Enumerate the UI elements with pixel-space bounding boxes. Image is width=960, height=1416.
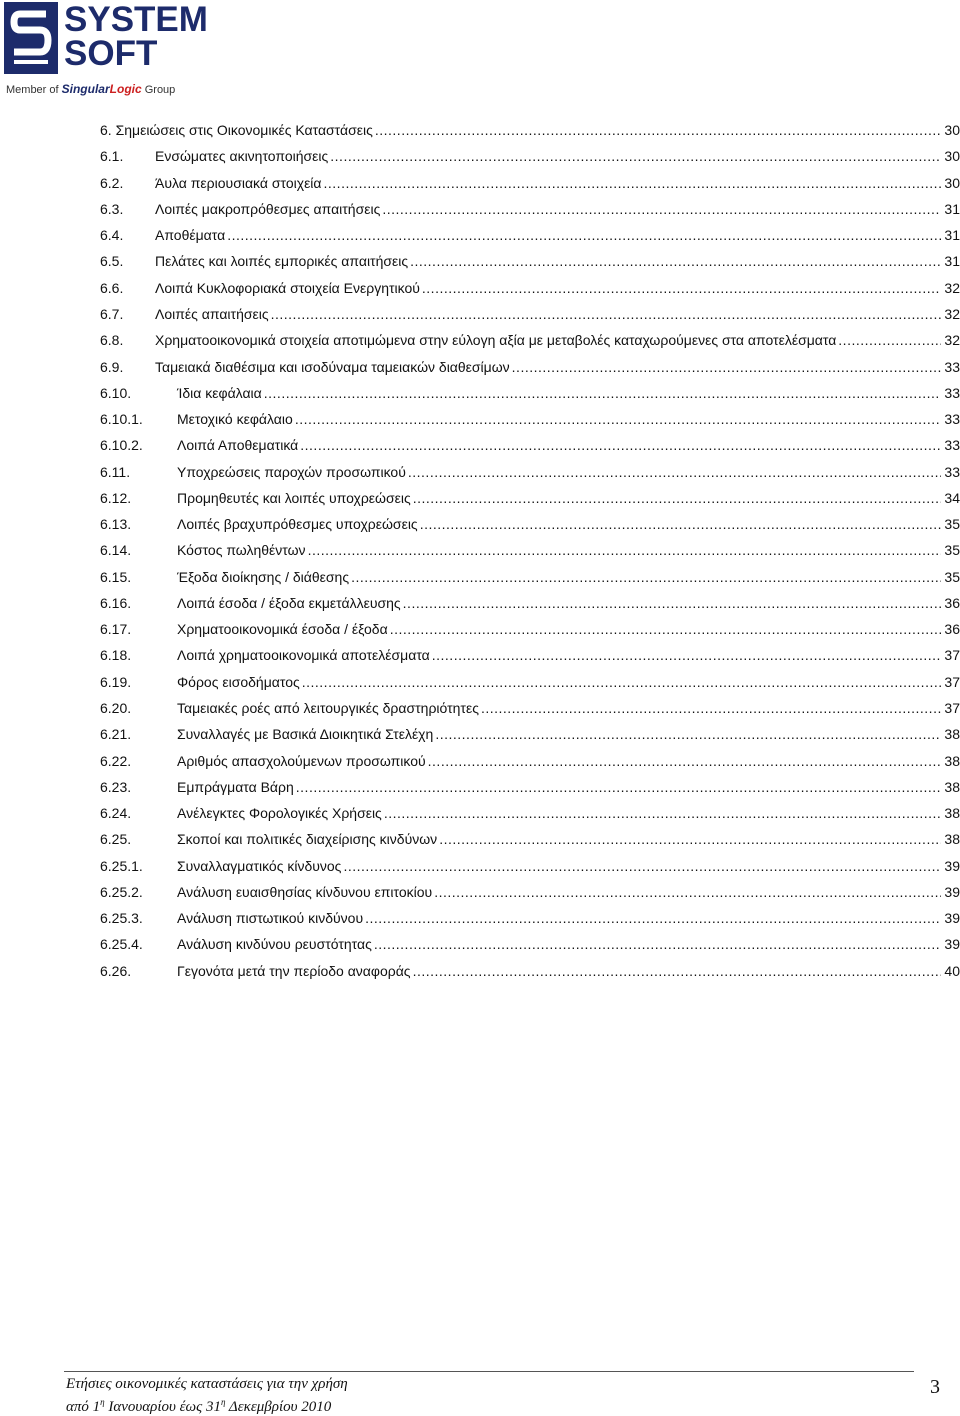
toc-entry-main: [100, 832, 941, 846]
toc-entry[interactable]: [100, 353, 960, 379]
toc-entry-number: 6.10.1.: [100, 411, 143, 428]
toc-entry-page: 34: [944, 489, 960, 506]
toc-entry[interactable]: [100, 222, 960, 248]
toc-entry-page: 38: [944, 752, 960, 769]
footer-divider: [64, 1371, 914, 1372]
toc-entry-title: Λοιπές μακροπρόθεσμες απαιτήσεις: [155, 200, 381, 217]
toc-entry-title: Ανάλυση ευαισθησίας κίνδυνου επιτοκίου: [177, 883, 433, 900]
toc-entry-main: [100, 281, 941, 295]
toc-entry-page: 36: [944, 621, 960, 638]
toc-dot-leader: [302, 675, 942, 689]
toc-entry-title: Ταμειακές ροές από λειτουργικές δραστηριότητες: [177, 699, 479, 716]
toc-dot-leader: [403, 596, 942, 610]
toc-entry-number: 6.9.: [100, 358, 124, 375]
toc-entry-page: 32: [944, 332, 960, 349]
toc-entry-number: 6.17.: [100, 621, 132, 638]
toc-entry-number: 6.13.: [100, 516, 132, 533]
toc-entry-number: 6.22.: [100, 752, 132, 769]
toc-entry-number: 6.23.: [100, 778, 132, 795]
toc-entry-number: 6.1.: [100, 148, 124, 165]
footer-period-b: Ιανουαρίου έως 31: [104, 1399, 221, 1415]
toc-entry-main: [100, 202, 941, 216]
toc-entry-title: Συναλλαγές με Βασικά Διοικητικά Στελέχη: [177, 726, 434, 743]
toc-dot-leader: [432, 648, 942, 662]
logo-word-system: SYSTEM: [64, 0, 208, 39]
toc-entry-main: [100, 360, 941, 374]
toc-dot-leader: [435, 727, 941, 741]
toc-dot-leader: [413, 491, 942, 505]
toc-entry-title: Γεγονότα μετά την περίοδο αναφοράς: [177, 962, 411, 979]
toc-entry-number: 6.25.: [100, 831, 132, 848]
toc-entry[interactable]: [100, 248, 960, 274]
toc-entry[interactable]: [100, 117, 960, 143]
toc-entry-title: Ενσώματες ακινητοποιήσεις: [155, 148, 329, 165]
toc-entry-main: [100, 937, 941, 951]
toc-entry-page: 39: [944, 936, 960, 953]
toc-dot-leader: [271, 307, 942, 321]
toc-entry-page: 40: [944, 962, 960, 979]
toc-entry-page: 30: [944, 174, 960, 191]
toc-entry[interactable]: [100, 458, 960, 484]
toc-entry-page: 33: [944, 463, 960, 480]
toc-entry[interactable]: [100, 380, 960, 406]
toc-entry-page: 38: [944, 805, 960, 822]
toc-dot-leader: [420, 517, 942, 531]
toc-entry-number: 6.19.: [100, 673, 132, 690]
toc-dot-leader: [308, 543, 942, 557]
toc-entry[interactable]: [100, 669, 960, 695]
toc-dot-leader: [351, 570, 941, 584]
toc-entry[interactable]: [100, 695, 960, 721]
toc-entry[interactable]: [100, 852, 960, 878]
toc-entry-main: [100, 149, 941, 163]
toc-entry-page: 38: [944, 778, 960, 795]
toc-dot-leader: [408, 465, 942, 479]
toc-entry-title: Αποθέματα: [155, 227, 226, 244]
toc-entry-number: 6.7.: [100, 305, 124, 322]
toc-entry-title: Ταμειακά διαθέσιμα και ισοδύναμα ταμειακών διαθεσίμων: [155, 358, 510, 375]
toc-entry-title: Ανάλυση πιστωτικού κινδύνου: [177, 910, 364, 927]
toc-entry-title: Λοιπά χρηματοοικονομικά αποτελέσματα: [177, 647, 430, 664]
toc-entry-title: Λοιπά Αποθεματικά: [177, 437, 299, 454]
toc-entry-title: Εμπράγματα Βάρη: [177, 778, 294, 795]
toc-entry-page: 39: [944, 883, 960, 900]
footer-period-a: από 1: [66, 1399, 101, 1415]
toc-entry-main: [100, 438, 941, 452]
toc-entry-title: Λοιπές απαιτήσεις: [155, 305, 269, 322]
toc-dot-leader: [413, 964, 942, 978]
toc-entry[interactable]: [100, 327, 960, 353]
toc-dot-leader: [375, 123, 942, 137]
toc-entry-title: Μετοχικό κεφάλαιο: [177, 411, 293, 428]
toc-dot-leader: [384, 806, 942, 820]
toc-entry-number: 6.4.: [100, 227, 124, 244]
toc-entry-number: 6.14.: [100, 542, 132, 559]
toc-entry-number: 6.20.: [100, 699, 132, 716]
toc-dot-leader: [343, 859, 941, 873]
toc-entry-title: Συναλλαγματικός κίνδυνος: [177, 857, 342, 874]
logo-member-line: [6, 82, 175, 96]
toc-entry-title: Λοιπά έσοδα / έξοδα εκμετάλλευσης: [177, 594, 401, 611]
toc-dot-leader: [838, 333, 941, 347]
toc-entry-number: 6.12.: [100, 489, 132, 506]
toc-dot-leader: [374, 937, 942, 951]
toc-entry-number: 6.25.2.: [100, 883, 143, 900]
toc-entry-page: 38: [944, 831, 960, 848]
toc-entry[interactable]: [100, 170, 960, 196]
page-number: 3: [930, 1376, 940, 1398]
toc-dot-leader: [295, 412, 942, 426]
toc-entry-page: 37: [944, 673, 960, 690]
toc-entry-title: Λοιπές βραχυπρόθεσμες υποχρεώσεις: [177, 516, 418, 533]
toc-entry[interactable]: [100, 537, 960, 563]
toc-entry[interactable]: [100, 275, 960, 301]
logo-word-soft: SOFT: [64, 34, 158, 73]
toc-entry[interactable]: [100, 826, 960, 852]
toc-entry-title: Λοιπά Κυκλοφοριακά στοιχεία Ενεργητικού: [155, 279, 420, 296]
toc-entry-main: [100, 307, 941, 321]
toc-dot-leader: [390, 622, 942, 636]
toc-dot-leader: [296, 780, 942, 794]
toc-entry-number: 6.16.: [100, 594, 132, 611]
toc-entry-main: [100, 465, 941, 479]
toc-entry-main: [100, 806, 941, 820]
company-logo: [2, 0, 212, 100]
toc-entry-main: [100, 675, 941, 689]
toc-entry-number: 6.6.: [100, 279, 124, 296]
toc-entry-main: [100, 596, 941, 610]
logo-brand-a: Singular: [61, 82, 110, 96]
toc-entry-main: [100, 780, 941, 794]
toc-entry-title: Ανάλυση κινδύνου ρευστότητας: [177, 936, 372, 953]
toc-entry-number: 6.2.: [100, 174, 124, 191]
toc-entry-main: [100, 964, 941, 978]
toc-dot-leader: [481, 701, 941, 715]
footer-sup-2: η: [220, 1397, 226, 1407]
toc-entry-page: 33: [944, 358, 960, 375]
toc-entry[interactable]: [100, 879, 960, 905]
toc-entry[interactable]: [100, 616, 960, 642]
toc-dot-leader: [324, 176, 942, 190]
toc-entry-number: 6.8.: [100, 332, 124, 349]
toc-entry-number: 6.25.3.: [100, 910, 143, 927]
toc-entry-page: 33: [944, 384, 960, 401]
toc-entry-page: 36: [944, 594, 960, 611]
toc-entry-title: Ανέλεγκτες Φορολογικές Χρήσεις: [177, 805, 382, 822]
toc-entry-main: [100, 491, 941, 505]
toc-entry-page: 35: [944, 516, 960, 533]
toc-entry-title: Σκοποί και πολιτικές διαχείρισης κινδύνων: [177, 831, 438, 848]
toc-entry-page: 37: [944, 647, 960, 664]
toc-entry-main: [100, 885, 941, 899]
toc-entry-main: [100, 412, 941, 426]
toc-entry[interactable]: [100, 301, 960, 327]
toc-entry-page: 39: [944, 857, 960, 874]
toc-entry-main: [100, 254, 941, 268]
toc-entry-main: [100, 176, 941, 190]
toc-entry-main: [100, 333, 941, 347]
toc-entry[interactable]: [100, 931, 960, 957]
toc-entry-number: 6.10.2.: [100, 437, 143, 454]
footer-title: Ετήσιες οικονομικές καταστάσεις για την χρήση: [66, 1376, 348, 1392]
toc-entry-main: [100, 228, 941, 242]
toc-dot-leader: [365, 911, 941, 925]
footer-period: [66, 1397, 331, 1416]
toc-entry-number: 6.11.: [100, 463, 131, 480]
toc-entry-main: [100, 622, 941, 636]
toc-entry[interactable]: [100, 590, 960, 616]
toc-entry-title: Άυλα περιουσιακά στοιχεία: [155, 174, 322, 191]
toc-entry[interactable]: [100, 642, 960, 668]
toc-dot-leader: [227, 228, 941, 242]
toc-entry-main: [100, 570, 941, 584]
toc-entry-page: 30: [944, 148, 960, 165]
logo-brand-b: Logic: [109, 82, 142, 96]
toc-entry[interactable]: [100, 564, 960, 590]
toc-entry[interactable]: [100, 905, 960, 931]
toc-entry[interactable]: [100, 196, 960, 222]
toc-entry-main: [100, 859, 941, 873]
toc-entry-number: 6.5.: [100, 253, 124, 270]
toc-entry-page: 35: [944, 568, 960, 585]
footer-sup-1: η: [100, 1397, 105, 1407]
footer-period-c: Δεκεμβρίου 2010: [225, 1399, 332, 1415]
toc-entry-number: 6.25.1.: [100, 857, 143, 874]
toc-entry-number: 6.26.: [100, 962, 132, 979]
toc-entry-main: [100, 386, 941, 400]
toc-entry-main: [100, 754, 941, 768]
toc-entry-page: 30: [944, 122, 960, 139]
toc-entry-main: [100, 648, 941, 662]
toc-entry-title: Έξοδα διοίκησης / διάθεσης: [177, 568, 350, 585]
toc-entry-number: 6.21.: [100, 726, 132, 743]
toc-entry-number: 6.10.: [100, 384, 132, 401]
logo-member-prefix: Member of: [6, 84, 59, 96]
toc-entry[interactable]: [100, 747, 960, 773]
toc-dot-leader: [264, 386, 942, 400]
toc-entry-title: Προμηθευτές και λοιπές υποχρεώσεις: [177, 489, 411, 506]
toc-entry-page: 32: [944, 279, 960, 296]
toc-entry[interactable]: [100, 721, 960, 747]
toc-dot-leader: [512, 360, 942, 374]
toc-entry-main: [100, 727, 941, 741]
toc-entry[interactable]: [100, 800, 960, 826]
logo-brand-suffix: Group: [144, 84, 176, 96]
toc-dot-leader: [382, 202, 941, 216]
toc-entry-title: Πελάτες και λοιπές εμπορικές απαιτήσεις: [155, 253, 409, 270]
toc-entry-page: 31: [944, 253, 960, 270]
toc-entry-main: [100, 123, 941, 137]
toc-entry[interactable]: [100, 432, 960, 458]
toc-entry-main: [100, 543, 941, 557]
toc-entry-title: Ίδια κεφάλαια: [177, 384, 262, 401]
toc-entry-number: 6.18.: [100, 647, 132, 664]
toc-entry[interactable]: [100, 143, 960, 169]
toc-entry-page: 38: [944, 726, 960, 743]
toc-entry-main: [100, 517, 941, 531]
toc-entry-page: 35: [944, 542, 960, 559]
toc-entry-page: 32: [944, 305, 960, 322]
toc-dot-leader: [300, 438, 941, 452]
toc-entry-page: 33: [944, 411, 960, 428]
toc-entry-number: 6.24.: [100, 805, 132, 822]
logo-emblem-icon: [2, 0, 62, 78]
toc-entry-title: Φόρος εισοδήματος: [177, 673, 300, 690]
toc-entry-main: [100, 911, 941, 925]
toc-dot-leader: [422, 281, 942, 295]
toc-dot-leader: [434, 885, 941, 899]
toc-entry[interactable]: [100, 774, 960, 800]
toc-dot-leader: [410, 254, 941, 268]
toc-entry-number: 6.25.4.: [100, 936, 143, 953]
toc-entry-title: Υποχρεώσεις παροχών προσωπικού: [177, 463, 406, 480]
toc-entry-number: 6.3.: [100, 200, 124, 217]
toc-entry-title: Αριθμός απασχολούμενων προσωπικού: [177, 752, 426, 769]
toc-entry-page: 33: [944, 437, 960, 454]
toc-entry-number: 6.15.: [100, 568, 132, 585]
toc-dot-leader: [428, 754, 942, 768]
toc-entry[interactable]: [100, 406, 960, 432]
toc-entry[interactable]: [100, 485, 960, 511]
toc-entry[interactable]: [100, 511, 960, 537]
toc-entry-title: Χρηματοοικονομικά έσοδα / έξοδα: [177, 621, 388, 638]
toc-dot-leader: [330, 149, 941, 163]
toc-entry-main: [100, 701, 941, 715]
toc-entry-title: Κόστος πωληθέντων: [177, 542, 306, 559]
toc-entry-title: Χρηματοοικονομικά στοιχεία αποτιμώμενα στην εύλογη αξία με μεταβολές καταχωρούμενες στα αποτελέσματα: [155, 332, 837, 349]
toc-entry-page: 37: [944, 699, 960, 716]
toc-entry-title: 6. Σημειώσεις στις Οικονομικές Καταστάσεις: [100, 122, 373, 139]
toc-entry[interactable]: [100, 958, 960, 984]
toc-entry-page: 31: [944, 200, 960, 217]
table-of-contents: [100, 117, 960, 984]
toc-entry-page: 31: [944, 227, 960, 244]
toc-entry-page: 39: [944, 910, 960, 927]
logo-brand: [62, 82, 142, 96]
toc-dot-leader: [439, 832, 941, 846]
